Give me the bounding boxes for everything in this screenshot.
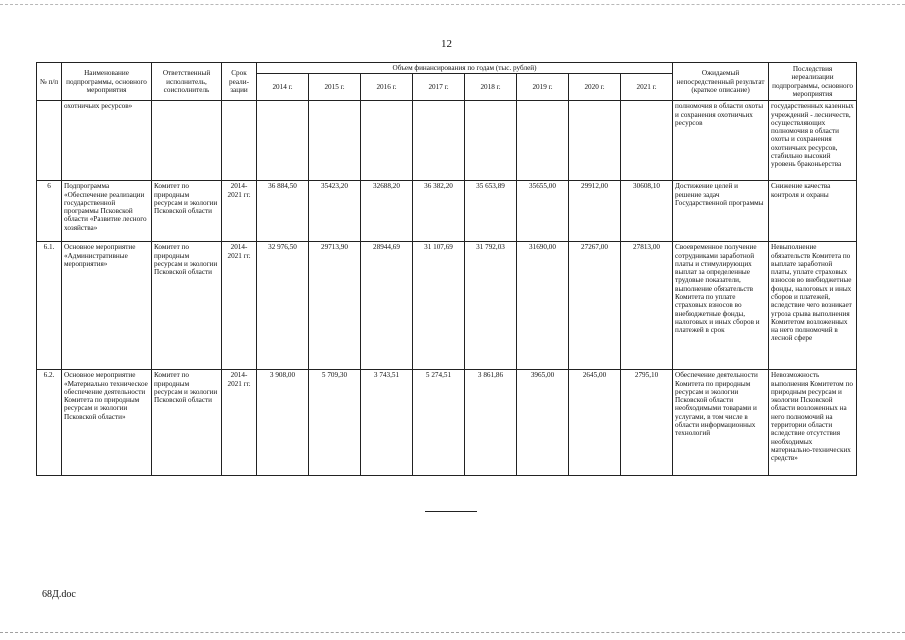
row-value: 36 884,50	[257, 181, 309, 242]
row-value	[413, 101, 465, 181]
row-term	[222, 101, 257, 181]
row-value: 29713,90	[309, 242, 361, 370]
row-term: 2014-2021 гг.	[222, 181, 257, 242]
row-value: 32688,20	[361, 181, 413, 242]
row-consequence: Снижение качества контроля и охраны	[769, 181, 857, 242]
row-value: 35 653,89	[465, 181, 517, 242]
header-year: 2018 г.	[465, 74, 517, 101]
row-value: 32 976,50	[257, 242, 309, 370]
row-result: Достижение целей и решение задач Государственной программы	[673, 181, 769, 242]
row-consequence: Невозможность выполнения Комитетом по природным ресурсам и экологии Псковской области возложенных на него полномочий на территории области вследствие отсутствия необходимых материально-технических средств»	[769, 370, 857, 476]
row-value	[517, 101, 569, 181]
row-result: Своевременное получение сотрудниками заработной платы и стимулирующих выплат за определенные трудовые показатели, выполнение обязательств Комитета по уплате страховых взносов во внебюджетные фонды, налоговых и иных сборов и платежей в срок	[673, 242, 769, 370]
header-num: № п/п	[37, 63, 62, 101]
scan-edge-top	[0, 4, 905, 7]
row-term: 2014-2021 гг.	[222, 242, 257, 370]
table-row	[37, 181, 857, 242]
row-value: 27813,00	[621, 242, 673, 370]
row-value	[569, 101, 621, 181]
row-executor: Комитет по природным ресурсам и экологии Псковской области	[152, 370, 222, 476]
header-funding: Объем финансирования по годам (тыс. рублей)	[257, 63, 673, 74]
row-value	[361, 101, 413, 181]
row-value: 3 743,51	[361, 370, 413, 476]
row-executor: Комитет по природным ресурсам и экологии Псковской области	[152, 242, 222, 370]
row-value: 3 908,00	[257, 370, 309, 476]
row-value	[309, 101, 361, 181]
row-executor: Комитет по природным ресурсам и экологии Псковской области	[152, 181, 222, 242]
row-value: 3 861,86	[465, 370, 517, 476]
header-year: 2016 г.	[361, 74, 413, 101]
program-table	[36, 62, 857, 476]
row-value: 36 382,20	[413, 181, 465, 242]
row-num: 6	[37, 181, 62, 242]
row-value	[465, 101, 517, 181]
row-name: Подпрограмма «Обеспечение реализации государственной программы Псковской области «Развитие лесного хозяйства»	[62, 181, 152, 242]
row-value: 5 274,51	[413, 370, 465, 476]
header-year: 2014 г.	[257, 74, 309, 101]
row-value: 29912,00	[569, 181, 621, 242]
row-value	[621, 101, 673, 181]
row-result: Обеспечение деятельности Комитета по природным ресурсам и экологии Псковской области необходимыми товарами и услугами, в том числе в области информационных технологий	[673, 370, 769, 476]
row-name: Основное мероприятие «Материально техническое обеспечение деятельности Комитета по природным ресурсам и экологии Псковской области»	[62, 370, 152, 476]
header-year: 2017 г.	[413, 74, 465, 101]
table-row	[37, 242, 857, 370]
row-name: Основное мероприятие «Административные мероприятия»	[62, 242, 152, 370]
header-executor: Ответственный исполнитель, соисполнитель	[152, 63, 222, 101]
row-value: 35655,00	[517, 181, 569, 242]
table-header-row	[37, 63, 857, 74]
row-value: 31 792,03	[465, 242, 517, 370]
file-name: 68Д.doc	[42, 589, 76, 600]
row-consequence: государственных казенных учреждений - лесничеств, осуществляющих полномочия в области охоты и сохранения охотничьих ресурсов, стабильно высокий уровень браконьерства	[769, 101, 857, 181]
header-name: Наименование подпрограммы, основного мероприятия	[62, 63, 152, 101]
row-term: 2014-2021 гг.	[222, 370, 257, 476]
header-consequence: Последствия нереализации подпрограммы, основного мероприятия	[769, 63, 857, 101]
row-num: 6.1.	[37, 242, 62, 370]
header-result: Ожидаемый непосредственный результат (краткое описание)	[673, 63, 769, 101]
row-value: 31690,00	[517, 242, 569, 370]
row-consequence: Невыполнение обязательств Комитета по выплате заработной платы, уплате страховых взносов во внебюджетные фонды, налоговых и иных сборов и платежей, вследствие чего возникает угроза срыва выполнения Комитетом возложенных на него полномочий в лесной сфере	[769, 242, 857, 370]
row-value: 2795,10	[621, 370, 673, 476]
header-year: 2020 г.	[569, 74, 621, 101]
scan-edge-bottom	[0, 632, 905, 635]
header-term: Срок реали-зации	[222, 63, 257, 101]
row-value: 3965,00	[517, 370, 569, 476]
row-value: 28944,69	[361, 242, 413, 370]
row-name: охотничьих ресурсов»	[62, 101, 152, 181]
row-executor	[152, 101, 222, 181]
page-number: 12	[441, 38, 452, 50]
table-row	[37, 370, 857, 476]
row-value	[257, 101, 309, 181]
row-num: 6.2.	[37, 370, 62, 476]
row-value: 2645,00	[569, 370, 621, 476]
row-value: 31 107,69	[413, 242, 465, 370]
header-year: 2015 г.	[309, 74, 361, 101]
row-value: 35423,20	[309, 181, 361, 242]
row-value: 27267,00	[569, 242, 621, 370]
row-result: полномочия в области охоты и сохранения охотничьих ресурсов	[673, 101, 769, 181]
row-value: 30608,10	[621, 181, 673, 242]
separator-line	[425, 511, 477, 512]
table-row	[37, 101, 857, 181]
row-num	[37, 101, 62, 181]
header-year: 2019 г.	[517, 74, 569, 101]
header-year: 2021 г.	[621, 74, 673, 101]
row-value: 5 709,30	[309, 370, 361, 476]
